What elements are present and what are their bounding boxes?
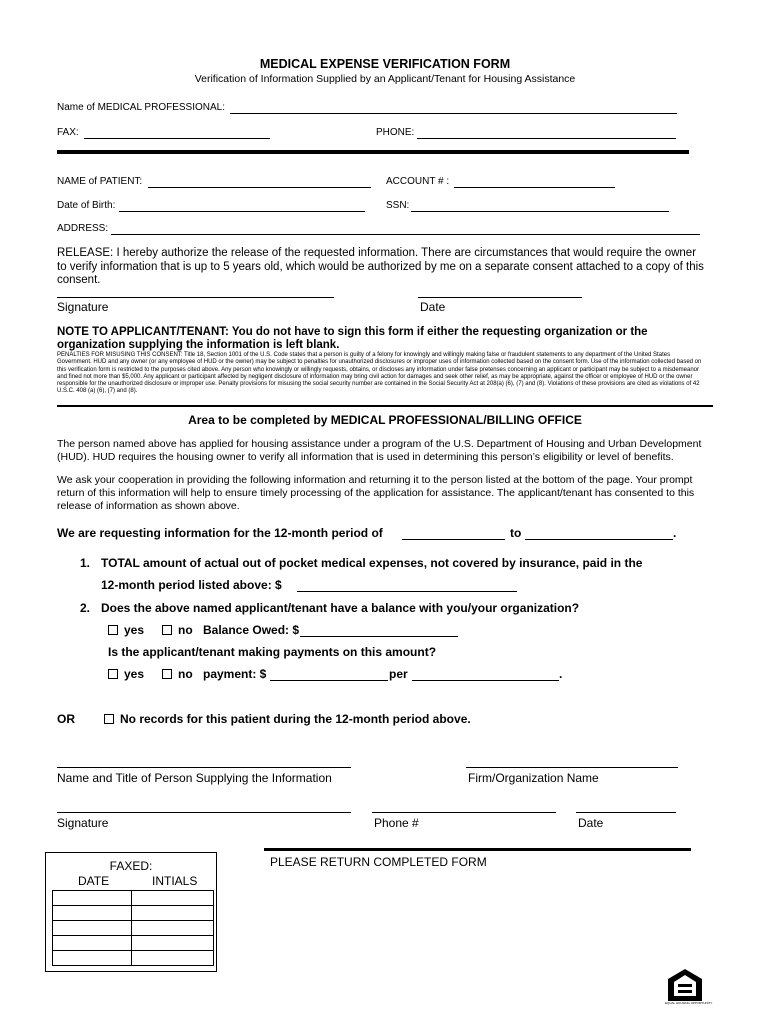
footer-signature-label: Signature [57, 816, 109, 830]
equal-housing-opportunity-icon [665, 967, 713, 1007]
balance-owed-field[interactable] [300, 636, 458, 637]
period-end-dot: . [673, 526, 677, 540]
faxed-box [45, 852, 217, 972]
no-label: no [178, 667, 193, 681]
q1-number: 1. [80, 556, 91, 570]
release-text: RELEASE: I hereby authorize the release of the requested information. There are circumstances that would require the owner to verify information that is up to 5 years old, which would be authorized by me on a separate consent attached to a copy of this consent. [57, 247, 704, 286]
no-records-option[interactable] [104, 712, 471, 726]
per-label: per [389, 667, 408, 681]
yes-checkbox[interactable] [108, 669, 118, 679]
name-title-label: Name and Title of Person Supplying the Information [57, 771, 332, 785]
professional-name-field[interactable] [230, 113, 677, 114]
office-paragraph-2: We ask your cooperation in providing the following information and returning it to the person listed at the bottom of the page. Your prompt return of this information will help to ensure timely processing of the application for assistance. The applicant/tenant has consented to this release of information as shown above. [57, 474, 695, 512]
balance-no-option[interactable] [162, 623, 193, 637]
account-label: ACCOUNT # : [386, 176, 450, 187]
note-to-applicant: NOTE TO APPLICANT/TENANT: You do not have to sign this form if either the requesting organization or the organization supplying the information is left blank. [57, 326, 648, 351]
faxed-label: FAXED: [109, 859, 153, 873]
faxed-date-cell[interactable] [53, 936, 132, 951]
footer-date-label: Date [578, 816, 604, 830]
faxed-initials-cell[interactable] [132, 936, 214, 951]
return-text: PLEASE RETURN COMPLETED FORM [270, 855, 487, 869]
release-date-line[interactable] [418, 297, 582, 298]
section-divider-2 [57, 405, 713, 407]
faxed-initials-header: INTIALS [152, 874, 198, 888]
section-divider [57, 150, 689, 154]
firm-line[interactable] [466, 767, 678, 768]
footer-signature-line[interactable] [57, 812, 351, 813]
return-divider [264, 848, 691, 851]
faxed-log-table [52, 890, 214, 966]
release-signature-line[interactable] [57, 297, 334, 298]
faxed-date-cell[interactable] [53, 891, 132, 906]
faxed-initials-cell[interactable] [132, 951, 214, 966]
penalties-text: PENALTIES FOR MISUSING THIS CONSENT: Title 18, Section 1001 of the U.S. Code states that a person is guilty of a felony for knowingly and willingly making false or fraudulent statements to any department of the United States Government. HUD and any owner (or any employee of HUD or the owner) may be subject to penalties for unauthorized disclosures or improper uses of information collected based on the consent form. Use of the information collected based on this verification form is restricted to the purposes cited above. Any person who knowingly or willingly requests, obtains, or discloses any information under false pretenses concerning an applicant or participant may be subject to a misdemeanor and fined not more than $5,000. Any applicant or participant affected by negligent disclosure of information may bring civil action for damages and seek other relief, as may be appropriate, against the officer or employee of HUD or the owner responsible for the unauthorized disclosure or improper use. Penalty provisions for misusing the social security number are contained in the Social Security Act at 208(a) (6), (7) and (8). Violations of these provisions are cited as violations of 42 U.S.C. 408 (a) (6), (7) and (8). [57, 352, 702, 395]
dob-label: Date of Birth: [57, 200, 116, 211]
no-checkbox[interactable] [162, 625, 172, 635]
no-label: no [178, 623, 193, 637]
yes-checkbox[interactable] [108, 625, 118, 635]
q2-text: Does the above named applicant/tenant have a balance with you/your organization? [101, 601, 580, 615]
logo-caption: EQUAL HOUSING OPPORTUNITY [665, 1001, 713, 1005]
address-field[interactable] [111, 234, 700, 235]
payment-no-option[interactable] [162, 667, 193, 681]
patient-name-field[interactable] [148, 187, 371, 188]
fax-label: FAX: [57, 127, 79, 138]
form-subtitle: Verification of Information Supplied by an Applicant/Tenant for Housing Assistance [194, 73, 576, 85]
q2-number: 2. [80, 601, 91, 615]
payment-frequency-field[interactable] [412, 680, 559, 681]
fax-field[interactable] [84, 138, 270, 139]
faxed-date-header: DATE [78, 874, 110, 888]
faxed-date-cell[interactable] [53, 951, 132, 966]
no-records-label: No records for this patient during the 12-month period above. [120, 712, 471, 726]
table-row [53, 906, 214, 921]
period-to-text: to [510, 526, 522, 540]
office-heading: Area to be completed by MEDICAL PROFESSIONAL/BILLING OFFICE [188, 413, 582, 427]
payment-amount-field[interactable] [270, 680, 388, 681]
period-to-field[interactable] [525, 539, 673, 540]
footer-phone-line[interactable] [372, 812, 556, 813]
no-checkbox[interactable] [162, 669, 172, 679]
or-label: OR [57, 712, 75, 726]
total-expenses-field[interactable] [297, 591, 517, 592]
professional-name-label: Name of MEDICAL PROFESSIONAL: [57, 102, 226, 113]
firm-label: Firm/Organization Name [468, 771, 599, 785]
q3-text: Is the applicant/tenant making payments on this amount? [108, 645, 437, 659]
period-text: We are requesting information for the 12-month period of [57, 526, 383, 540]
no-records-checkbox[interactable] [104, 714, 114, 724]
office-paragraph-1: The person named above has applied for housing assistance under a program of the U.S. Department of Housing and Urban Development (HUD). HUD requires the housing owner to verify all information that is used in determining this person’s eligibility or level of benefits. [57, 438, 702, 463]
table-row [53, 951, 214, 966]
balance-owed-label: Balance Owed: $ [203, 623, 300, 637]
release-signature-label: Signature [57, 300, 109, 314]
q1-text-2: 12-month period listed above: $ [101, 578, 282, 592]
faxed-initials-cell[interactable] [132, 921, 214, 936]
faxed-date-cell[interactable] [53, 906, 132, 921]
faxed-initials-cell[interactable] [132, 906, 214, 921]
address-label: ADDRESS: [57, 223, 109, 234]
ssn-field[interactable] [411, 211, 669, 212]
yes-label: yes [124, 667, 145, 681]
patient-name-label: NAME of PATIENT: [57, 176, 143, 187]
table-row [53, 921, 214, 936]
yes-label: yes [124, 623, 145, 637]
faxed-initials-cell[interactable] [132, 891, 214, 906]
table-row [53, 891, 214, 906]
payment-yes-option[interactable] [108, 667, 144, 681]
name-title-line[interactable] [57, 767, 351, 768]
footer-phone-label: Phone # [374, 816, 419, 830]
form-title: MEDICAL EXPENSE VERIFICATION FORM [259, 57, 511, 71]
payment-end-dot: . [559, 667, 563, 681]
footer-date-line[interactable] [576, 812, 676, 813]
phone-label: PHONE: [376, 127, 415, 138]
payment-label: payment: $ [203, 667, 267, 681]
q1-text: TOTAL amount of actual out of pocket medical expenses, not covered by insurance, paid in the [101, 556, 643, 570]
table-row [53, 936, 214, 951]
release-date-label: Date [420, 300, 446, 314]
phone-field[interactable] [417, 138, 676, 139]
ssn-label: SSN: [386, 200, 410, 211]
account-field[interactable] [454, 187, 615, 188]
faxed-date-cell[interactable] [53, 921, 132, 936]
balance-yes-option[interactable] [108, 623, 144, 637]
period-from-field[interactable] [402, 539, 505, 540]
dob-field[interactable] [119, 211, 365, 212]
